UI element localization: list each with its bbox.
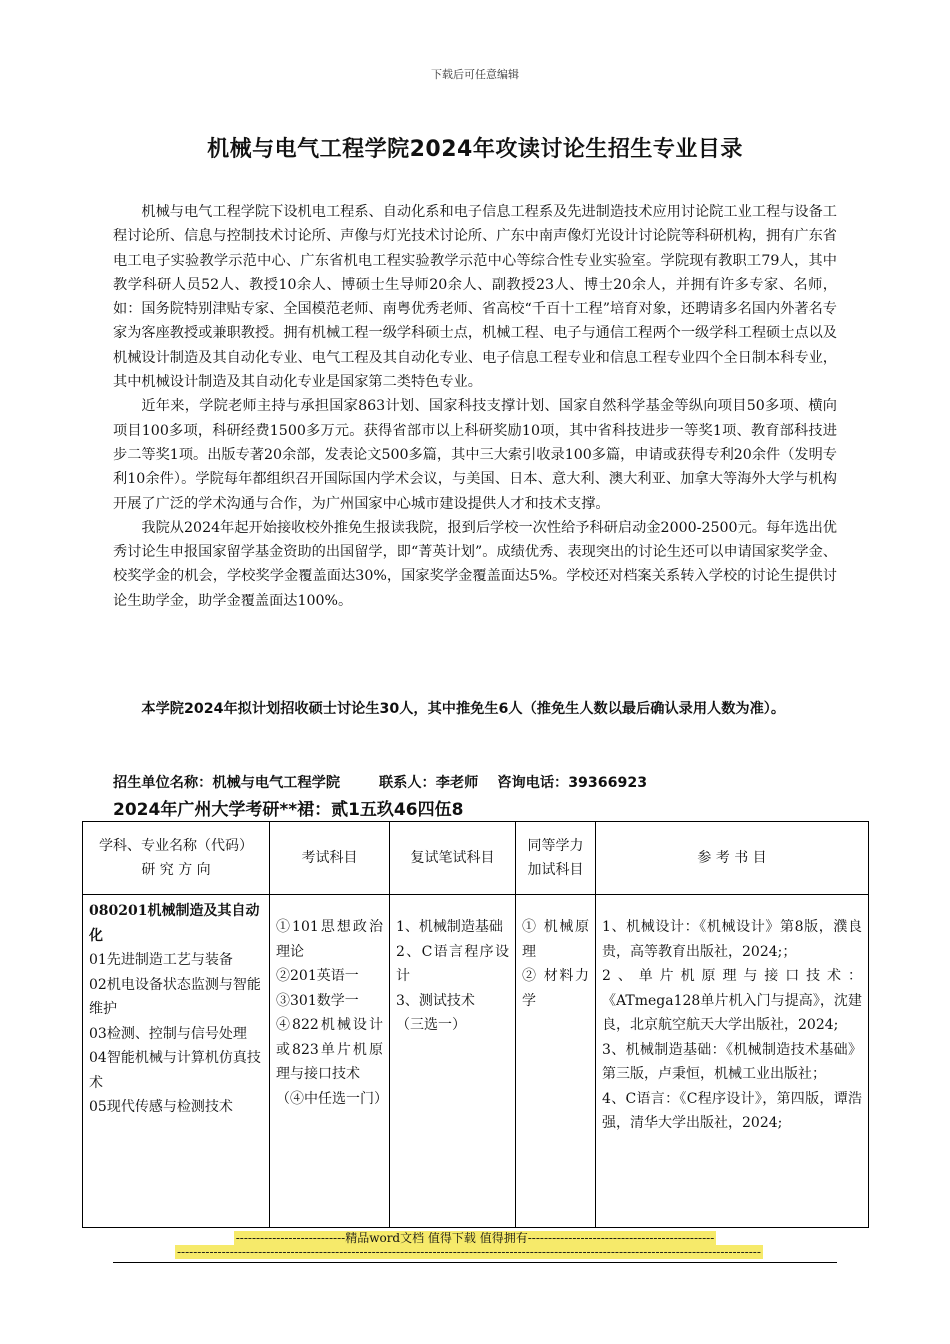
book-item: 4、C语言：《C程序设计》，第四版，谭浩强，清华大学出版社，2024; bbox=[602, 1090, 862, 1131]
watermark-text: 2024年广州大学考研**裙：贰1五玖46四伍8 bbox=[113, 800, 464, 820]
retest-item: 2、C语言程序设计 bbox=[396, 943, 509, 984]
header-major-line2: 研 究 方 向 bbox=[141, 862, 211, 878]
footer-banner-text: ---------------------------精品word文档 值得下载 值得拥有---------------------------------------------- bbox=[235, 1231, 715, 1245]
header-books-label: 参 考 书 目 bbox=[697, 850, 767, 866]
retest-item: 1、机械制造基础 bbox=[396, 919, 503, 935]
intro-paragraph: 机械与电气工程学院下设机电工程系、自动化系和电子信息工程系及先进制造技术应用讨论院工业工程与设备工程讨论所、信息与控制技术讨论所、声像与灯光技术讨论所、广东中南声像灯光设计讨论院等科研机构，拥有广东省电工电子实验教学示范中心、广东省机电工程实验教学示范中心等综合性专业实验室。学院现有教职工79人，其中教学科研人员52人、教授10余人、博硕士生导师20余人、副教授23人、博士20余人，并拥有许多专家、名师，如：国务院特别津贴专家、全国模范老师、南粤优秀老师、省高校“千百十工程”培育对象，还聘请多名国内外著名专家为客座教授或兼职教授。拥有机械工程一级学科硕士点，机械工程、电子与通信工程两个一级学科工程硕士点以及机械设计制造及其自动化专业、电气工程及其自动化专业、电子信息工程专业和信息工程专业四个全日制本科专业，其中机械设计制造及其自动化专业是国家第二类特色专业。 bbox=[113, 204, 837, 391]
header-major-line1: 学科、专业名称（代码） bbox=[99, 838, 253, 854]
intro-paragraph: 近年来，学院老师主持与承担国家863计划、国家科技支撑计划、国家自然科学基金等纵向项目50多项、横向项目100多项，科研经费1500多万元。获得省部市以上科研奖励10项，其中省科技进步一等奖1项、教育部科技进步二等奖1项。出版专著20余部，发表论文500多篇，其中三大索引收录100多篇，申请或获得专利20余件（发明专利10余件）。学院每年都组织召开国际国内学术会议，与美国、日本、意大利、澳大利亚、加拿大等海外大学与机构开展了广泛的学术沟通与合作，为广州国家中心城市建设提供人才和技术支撑。 bbox=[113, 398, 837, 512]
table-row bbox=[83, 895, 869, 1228]
contact-line bbox=[113, 772, 873, 792]
exam-item: ①101思想政治理论 bbox=[276, 919, 383, 960]
direction-item: 05现代传感与检测技术 bbox=[89, 1099, 233, 1115]
contact-phone: 咨询电话：39366923 bbox=[497, 775, 648, 791]
catalog-table bbox=[82, 821, 869, 1228]
header-retest-label: 复试笔试科目 bbox=[410, 850, 495, 866]
exam-item: ②201英语一 bbox=[276, 968, 359, 984]
header-note: 下载后可任意编辑 bbox=[431, 68, 519, 81]
direction-item: 03检测、控制与信号处理 bbox=[89, 1025, 247, 1042]
book-item: 1、机械设计：《机械设计》第8版，濮良贵，高等教育出版社，2024;； bbox=[602, 919, 862, 960]
contact-unit: 招生单位名称：机械与电气工程学院 bbox=[113, 775, 341, 791]
retest-item: （三选一） bbox=[396, 1017, 466, 1033]
enrollment-plan-note: 本学院2024年拟计划招收硕士讨论生30人，其中推免生6人（推免生人数以最后确认录用人数为准）。 bbox=[141, 701, 786, 717]
cell-major bbox=[83, 895, 270, 1228]
page-title: 机械与电气工程学院2024年攻读讨论生招生专业目录 bbox=[207, 137, 743, 162]
cell-exams bbox=[270, 895, 390, 1228]
book-item: 2、单片机原理与接口技术：《ATmega128单片机入门与提高》，沈建良，北京航空航天大学出版社，2024; bbox=[602, 968, 862, 1033]
exam-item: （④中任选一门） bbox=[276, 1090, 388, 1107]
header-exam-label: 考试科目 bbox=[301, 850, 358, 866]
direction-item: 04智能机械与计算机仿真技术 bbox=[89, 1050, 261, 1091]
header-equivalent bbox=[516, 822, 596, 895]
equivalent-item: ① 机械原理 bbox=[522, 919, 589, 960]
footer-dash-line bbox=[175, 1245, 775, 1259]
cell-retest bbox=[390, 895, 516, 1228]
direction-item: 02机电设备状态监测与智能维护 bbox=[89, 976, 261, 1017]
footer-banner bbox=[0, 1229, 950, 1246]
footer-divider bbox=[113, 1262, 837, 1263]
header-books bbox=[596, 822, 869, 895]
major-name: 080201机械制造及其自动化 bbox=[89, 903, 260, 944]
footer-dash-text: ------------------------------------------------------------------------------------------------------------------------------------------------ bbox=[177, 1245, 761, 1259]
header-retest bbox=[390, 822, 516, 895]
equivalent-item: ② 材料力学 bbox=[522, 968, 589, 1009]
exam-item: ④822机械设计或823单片机原理与接口技术 bbox=[276, 1017, 383, 1082]
book-item: 3、机械制造基础：《机械制造技术基础》第三版，卢秉恒，机械工业出版社； bbox=[602, 1041, 862, 1082]
direction-item: 01先进制造工艺与装备 bbox=[89, 952, 233, 968]
contact-person: 联系人：李老师 bbox=[378, 775, 479, 791]
intro-paragraph: 我院从2024年起开始接收校外推免生报读我院，报到后学校一次性给予科研启动金2000-2500元。每年选出优秀讨论生申报国家留学基金资助的出国留学，即“菁英计划”。成绩优秀、表现突出的讨论生还可以申请国家奖学金、校奖学金的机会，学校奖学金覆盖面达30%，国家奖学金覆盖面达5%。学校还对档案关系转入学校的讨论生提供讨论生助学金，助学金覆盖面达100%。 bbox=[113, 519, 837, 609]
exam-item: ③301数学一 bbox=[276, 992, 359, 1009]
header-major bbox=[83, 822, 270, 895]
cell-books bbox=[596, 895, 869, 1228]
table-header-row bbox=[83, 822, 869, 895]
header-equivalent-line1: 同等学力 bbox=[527, 838, 584, 854]
intro-section bbox=[113, 200, 837, 613]
header-exam bbox=[270, 822, 390, 895]
header-equivalent-line2: 加试科目 bbox=[527, 862, 584, 878]
cell-equivalent bbox=[516, 895, 596, 1228]
retest-item: 3、测试技术 bbox=[396, 992, 475, 1009]
